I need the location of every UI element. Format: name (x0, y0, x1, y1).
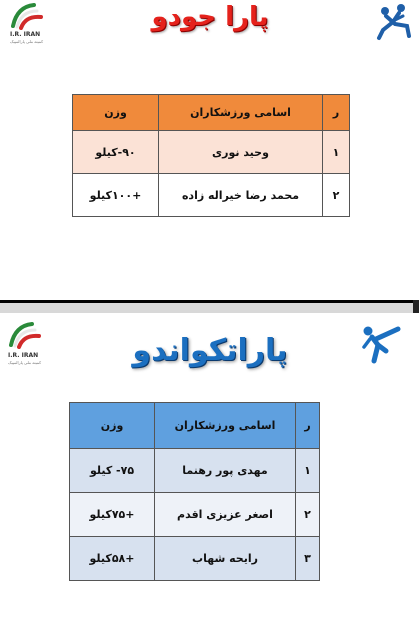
paralympic-agitos-icon (10, 2, 44, 30)
page-title: پاراتکواندو (132, 333, 288, 368)
page-title: پارا جودو (151, 2, 269, 32)
header-num: ر (323, 95, 350, 131)
header-weight: وزن (70, 403, 155, 449)
row-num: ۳ (296, 537, 320, 581)
header-name: اسامی ورزشکاران (155, 403, 296, 449)
paralympic-logo (6, 2, 52, 50)
divider-edge (413, 300, 419, 313)
row-name: وحید نوری (159, 131, 323, 174)
paralympic-agitos-icon (8, 321, 42, 349)
row-name: رایحه شهاب (155, 537, 296, 581)
table-header-row (70, 403, 320, 449)
row-num: ۱ (296, 449, 320, 493)
logo-subtitle: کمیته ملی پارالمپیک (8, 360, 42, 365)
row-weight: +۵۸کیلو (70, 537, 155, 581)
table-row (70, 449, 320, 493)
divider-shadow (0, 300, 419, 303)
row-name: محمد رضا خیراله زاده (159, 174, 323, 217)
slide-divider (0, 300, 419, 313)
header-name: اسامی ورزشکاران (159, 95, 323, 131)
table-row (73, 174, 350, 217)
row-weight: +۱۰۰کیلو (73, 174, 159, 217)
table-row (73, 131, 350, 174)
header-weight: وزن (73, 95, 159, 131)
row-num: ۲ (296, 493, 320, 537)
table-row (70, 493, 320, 537)
taekwondo-pictogram-icon (358, 321, 404, 367)
judo-section (0, 0, 419, 300)
table-header-row (73, 95, 350, 131)
row-name: اصغر عزیزی اقدم (155, 493, 296, 537)
paralympic-logo (6, 321, 52, 371)
logo-caption: I.R. IRAN (10, 31, 41, 38)
judo-roster-table (72, 94, 350, 217)
row-num: ۱ (323, 131, 350, 174)
taekwondo-section (0, 313, 419, 620)
row-weight: +۷۵کیلو (70, 493, 155, 537)
row-name: مهدی پور رهنما (155, 449, 296, 493)
row-num: ۲ (323, 174, 350, 217)
taekwondo-roster-table (69, 402, 320, 581)
table-row (70, 537, 320, 581)
logo-subtitle: کمیته ملی پارالمپیک (10, 39, 44, 44)
row-weight: ۹۰-کیلو (73, 131, 159, 174)
logo-caption: I.R. IRAN (8, 352, 39, 359)
judo-pictogram-icon (373, 2, 413, 42)
header-num: ر (296, 403, 320, 449)
row-weight: ۷۵- کیلو (70, 449, 155, 493)
